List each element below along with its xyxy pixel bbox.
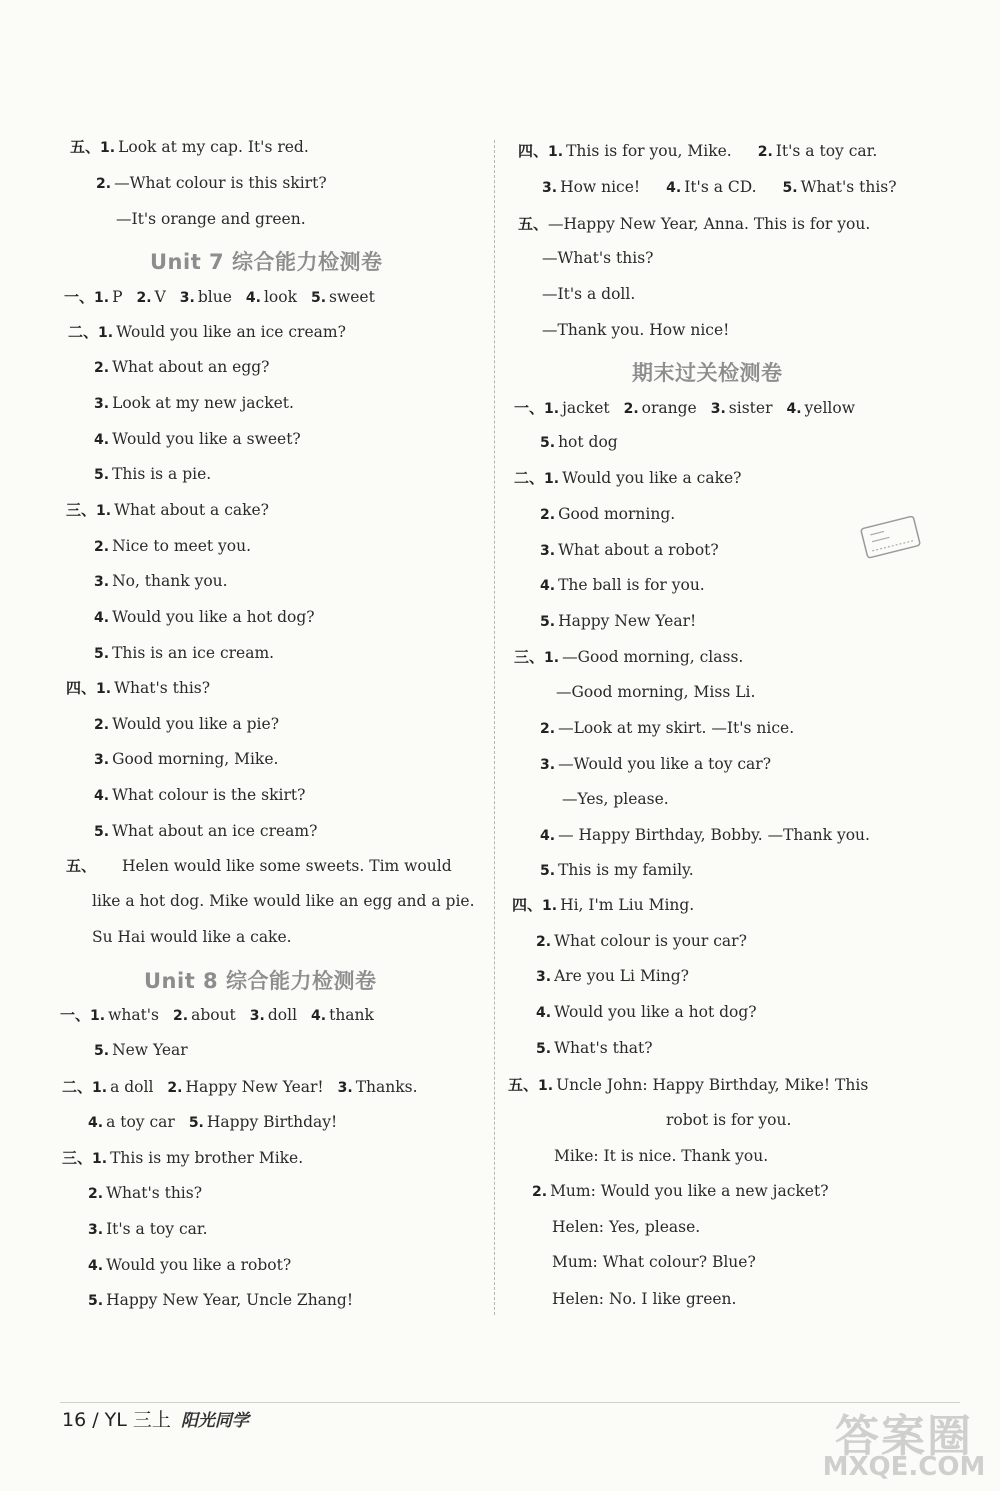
answer-line: 2. Nice to meet you. xyxy=(94,537,252,555)
answer-line: 5. This is an ice cream. xyxy=(94,644,275,662)
answer-line: 2. What about an egg? xyxy=(94,358,270,376)
answer-line: Helen: Yes, please. xyxy=(552,1218,701,1236)
section-heading-unit8: Unit 8 综合能力检测卷 xyxy=(144,969,377,993)
answer-line: 二、1. Would you like an ice cream? xyxy=(68,323,346,341)
answer-line: 3. How nice! 4. It's a CD. 5. What's this? xyxy=(542,178,897,196)
answer-line: 三、1. What about a cake? xyxy=(66,501,269,519)
answer-line: 四、1. What's this? xyxy=(66,679,211,697)
answer-line: 5. This is a pie. xyxy=(94,465,212,483)
answer-line: 2. What's this? xyxy=(88,1184,203,1202)
page-footer xyxy=(62,1405,249,1432)
answer-line: 3. No, thank you. xyxy=(94,572,228,590)
answer-line: 3. Good morning, Mike. xyxy=(94,750,279,768)
answer-line: —What's this? xyxy=(542,249,654,267)
answer-line: 2. —What colour is this skirt? xyxy=(96,174,327,192)
section-heading-unit7: Unit 7 综合能力检测卷 xyxy=(150,250,383,274)
answer-line: 4. What colour is the skirt? xyxy=(94,786,306,804)
answer-line: 3. What about a robot? xyxy=(540,541,719,559)
answer-line: 一、1. P 2. V 3. blue 4. look 5. sweet xyxy=(64,288,375,306)
answer-line: 五、 Helen would like some sweets. Tim would xyxy=(66,857,452,875)
answer-line: —It's orange and green. xyxy=(116,210,306,228)
answer-line: 5. Happy New Year, Uncle Zhang! xyxy=(88,1291,354,1309)
answer-line: robot is for you. xyxy=(666,1111,792,1129)
answer-line: 4. a toy car 5. Happy Birthday! xyxy=(88,1113,338,1131)
answer-line: 3. Look at my new jacket. xyxy=(94,394,294,412)
answer-line: 四、1. Hi, I'm Liu Ming. xyxy=(512,896,695,914)
answer-line: 2. Would you like a pie? xyxy=(94,715,279,733)
answer-line: 5. Happy New Year! xyxy=(540,612,697,630)
stamp-graphic xyxy=(856,516,926,562)
answer-line: 三、1. —Good morning, class. xyxy=(514,648,744,666)
answer-line: like a hot dog. Mike would like an egg and a pie. xyxy=(92,892,475,910)
column-divider xyxy=(494,140,495,1315)
answer-line: 5. What's that? xyxy=(536,1039,653,1057)
answer-line: —It's a doll. xyxy=(542,285,636,303)
answer-line: Helen: No. I like green. xyxy=(552,1290,737,1308)
answer-line: 2. Mum: Would you like a new jacket? xyxy=(532,1182,829,1200)
answer-line: 5. New Year xyxy=(94,1041,188,1059)
answer-line: Su Hai would like a cake. xyxy=(92,928,292,946)
answer-line: 二、1. a doll 2. Happy New Year! 3. Thanks. xyxy=(62,1078,418,1096)
answer-line: 四、1. This is for you, Mike. 2. It's a toy car. xyxy=(518,142,878,160)
answer-line: Mum: What colour? Blue? xyxy=(552,1253,756,1271)
answer-line: 3. —Would you like a toy car? xyxy=(540,755,772,773)
answer-line: 三、1. This is my brother Mike. xyxy=(62,1149,304,1167)
watermark-text: 答案圈 xyxy=(835,1411,973,1462)
answer-line: 五、—Happy New Year, Anna. This is for you. xyxy=(518,215,871,233)
answer-line: Mike: It is nice. Thank you. xyxy=(554,1147,769,1165)
answer-line: 3. It's a toy car. xyxy=(88,1220,208,1238)
answer-line: —Yes, please. xyxy=(562,790,669,808)
section-heading-final-exam: 期末过关检测卷 xyxy=(632,361,783,385)
answer-line: 五、1. Uncle John: Happy Birthday, Mike! This xyxy=(508,1076,869,1094)
answer-line: 一、1. what's 2. about 3. doll 4. thank xyxy=(60,1006,374,1024)
answer-line: 二、1. Would you like a cake? xyxy=(514,469,742,487)
answer-line: 5. This is my family. xyxy=(540,861,694,879)
answer-line: 3. Are you Li Ming? xyxy=(536,967,689,985)
watermark-url: MXQE.COM xyxy=(822,1452,986,1482)
answer-line: 4. Would you like a hot dog? xyxy=(94,608,315,626)
answer-line: 5. What about an ice cream? xyxy=(94,822,318,840)
brand-logo-text: 阳光同学 xyxy=(180,1411,249,1431)
answer-line: —Thank you. How nice! xyxy=(542,321,730,339)
answer-line: —Good morning, Miss Li. xyxy=(556,683,756,701)
answer-line: 五、1. Look at my cap. It's red. xyxy=(70,138,309,156)
answer-line: 5. hot dog xyxy=(540,433,618,451)
answer-line: 4. — Happy Birthday, Bobby. —Thank you. xyxy=(540,826,870,844)
answer-line: 4. The ball is for you. xyxy=(540,576,705,594)
answer-line: 4. Would you like a sweet? xyxy=(94,430,301,448)
answer-line: 2. —Look at my skirt. —It's nice. xyxy=(540,719,795,737)
watermark xyxy=(820,1396,988,1488)
page-number: 16 / YL 三上 xyxy=(62,1409,171,1431)
answer-line: 4. Would you like a robot? xyxy=(88,1256,292,1274)
answer-line: 2. Good morning. xyxy=(540,505,676,523)
answer-line: 2. What colour is your car? xyxy=(536,932,747,950)
answer-line: 一、1. jacket 2. orange 3. sister 4. yellow xyxy=(514,399,855,417)
answer-line: 4. Would you like a hot dog? xyxy=(536,1003,757,1021)
